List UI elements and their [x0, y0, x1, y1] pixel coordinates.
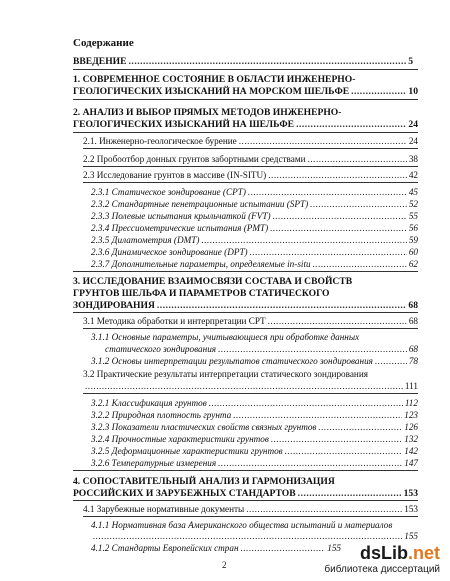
leader-dots: [201, 235, 406, 246]
toc-entry-page: 10: [408, 86, 418, 97]
toc-entry-3-2-1[interactable]: [91, 398, 418, 409]
toc-entry-page: 45: [408, 187, 418, 197]
toc-entry-chapter-3[interactable]: [73, 300, 418, 311]
toc-entry-page: 112: [404, 398, 418, 408]
watermark-subtitle: библиотека диссертаций: [324, 564, 440, 575]
toc-entry-page: 55: [408, 211, 418, 221]
leader-dots: [268, 170, 407, 181]
divider: [83, 166, 418, 167]
toc-entry-title: 3.2.6 Температурные измерения: [91, 458, 217, 468]
toc-entry-2-3-7[interactable]: [91, 259, 418, 270]
toc-entry-page: 147: [404, 458, 418, 468]
toc-entry-title: 2.3.4 Прессиометрические испытания (PMT): [91, 223, 269, 233]
toc-entry-page: 155: [404, 531, 418, 541]
leader-dots: [270, 223, 407, 234]
toc-entry-title: 3.2.3 Показатели пластических свойств связных грунтов: [91, 422, 317, 432]
divider: [73, 470, 418, 471]
toc-entry-page: 68: [408, 344, 418, 354]
watermark-logo-tld: .net: [407, 543, 440, 563]
toc-entry-title: 1. СОВРЕМЕННОЕ СОСТОЯНИЕ В ОБЛАСТИ ИНЖЕНЕРНО-: [73, 74, 356, 85]
toc-entry-page: 78: [408, 356, 418, 366]
toc-entry-intro[interactable]: [73, 56, 413, 67]
toc-entry-2-2[interactable]: [83, 154, 418, 165]
toc-entry-title: 3.2.2 Природная плотность грунта: [91, 410, 232, 420]
toc-entry-title: 4.1 Зарубежные нормативные документы: [83, 504, 245, 514]
toc-entry-page: 5: [408, 56, 413, 67]
leader-dots: [218, 458, 402, 469]
toc-entry-page: 68: [408, 316, 418, 326]
toc-entry-title: 2.3.1 Статическое зондирование (CPT): [91, 187, 246, 197]
toc-entry-2-3-1[interactable]: [91, 187, 418, 198]
leader-dots: [268, 316, 407, 327]
toc-entry-title: РОССИЙСКИХ И ЗАРУБЕЖНЫХ СТАНДАРТОВ: [73, 488, 296, 499]
toc-entry-3-2-2[interactable]: [91, 410, 418, 421]
toc-entry-title: 3.1.2 Основы интерпретации результатов статического зондирования: [91, 356, 373, 366]
toc-entry-4-1-2[interactable]: [91, 543, 341, 554]
toc-entry-2-1[interactable]: [83, 136, 418, 147]
leader-dots: [241, 543, 326, 554]
toc-entry-page: 155: [327, 543, 341, 553]
toc-entry-3-2[interactable]: [83, 381, 418, 392]
toc-entry-3-2-5[interactable]: [91, 446, 418, 457]
toc-entry-2-3-3[interactable]: [91, 211, 418, 222]
leader-dots: [157, 300, 407, 311]
leader-dots: [285, 446, 403, 457]
toc-entry-title: 3.2.1 Классификация грунтов: [91, 398, 207, 408]
toc-entry-title: 3.1 Методика обработки и интерпретации CPT: [83, 316, 266, 326]
leader-dots: [93, 531, 402, 542]
toc-entry-title: 3. ИССЛЕДОВАНИЕ ВЗАИМОСВЯЗИ СОСТАВА И СВОЙСТВ: [73, 276, 353, 287]
toc-entry-page: 24: [408, 136, 418, 146]
toc-entry-title: ГЕОЛОГИЧЕСКИХ ИЗЫСКАНИЙ НА МОРСКОМ ШЕЛЬФЕ: [73, 86, 350, 97]
leader-dots: [310, 199, 407, 210]
toc-entry-3-1-1-line1[interactable]: [91, 332, 359, 343]
toc-entry-2-3-4[interactable]: [91, 223, 418, 234]
toc-entry-3-2-line1[interactable]: [83, 369, 368, 380]
toc-entry-3-2-6[interactable]: [91, 458, 418, 469]
toc-entry-chapter-4[interactable]: [73, 488, 418, 499]
leader-dots: [129, 56, 407, 67]
toc-entry-title: ВВЕДЕНИЕ: [73, 56, 127, 67]
toc-entry-3-1-1[interactable]: [105, 344, 418, 355]
toc-entry-2-3-2[interactable]: [91, 199, 418, 210]
leader-dots: [209, 398, 403, 409]
toc-entry-title: ЗОНДИРОВАНИЯ: [73, 300, 155, 311]
divider: [73, 99, 418, 100]
toc-entry-title: 4.1.2 Стандарты Европейских стран: [91, 543, 239, 553]
toc-entry-page: 68: [408, 300, 418, 311]
toc-entry-title: 2.3.7 Дополнительные параметры, определяемые in-situ: [91, 259, 311, 269]
leader-dots: [318, 422, 402, 433]
divider: [83, 148, 418, 149]
leader-dots: [250, 247, 407, 258]
toc-entry-3-2-4[interactable]: [91, 434, 418, 445]
leader-dots: [218, 344, 407, 355]
toc-entry-3-1-2[interactable]: [91, 356, 418, 367]
leader-dots: [248, 187, 407, 198]
toc-entry-title: ГЕОЛОГИЧЕСКИХ ИЗЫСКАНИЙ НА ШЕЛЬФЕ: [73, 119, 295, 130]
toc-entry-page: 59: [408, 235, 418, 245]
toc-entry-3-1[interactable]: [83, 316, 418, 327]
toc-entry-title: 2.2 Пробоотбор донных грунтов забортными средствами: [83, 154, 306, 164]
toc-entry-chapter-4-line1[interactable]: [73, 476, 335, 487]
toc-entry-3-2-3[interactable]: [91, 422, 418, 433]
toc-entry-page: 24: [408, 119, 418, 130]
leader-dots: [375, 356, 407, 367]
page-number: 2: [222, 560, 227, 570]
leader-dots: [233, 410, 402, 421]
toc-entry-4-1-1-line1[interactable]: [91, 520, 392, 531]
toc-entry-page: 60: [408, 247, 418, 257]
toc-entry-2-3[interactable]: [83, 170, 418, 181]
leader-dots: [271, 434, 402, 445]
toc-entry-title: ГРУНТОВ ШЕЛЬФА И ПАРАМЕТРОВ СТАТИЧЕСКОГО: [73, 288, 330, 299]
toc-entry-page: 123: [404, 410, 418, 420]
toc-entry-4-1[interactable]: [83, 504, 418, 515]
toc-entry-page: 153: [404, 504, 418, 514]
toc-entry-page: 56: [408, 223, 418, 233]
toc-entry-page: 153: [403, 488, 418, 499]
leader-dots: [239, 136, 407, 147]
watermark-logo: [324, 543, 440, 564]
toc-entry-page: 126: [404, 422, 418, 432]
leader-dots: [296, 119, 406, 130]
toc-heading: Содержание: [73, 37, 134, 49]
toc-entry-title: 2.3 Исследование грунтов в массиве (IN-SITU): [83, 170, 267, 180]
toc-entry-title: 3.2 Практические результаты интерпретации статического зондирования: [83, 369, 368, 379]
divider: [83, 182, 418, 183]
leader-dots: [298, 488, 402, 499]
toc-entry-chapter-1[interactable]: [73, 86, 418, 97]
toc-entry-title: 4.1.1 Нормативная база Американского общества испытаний и материалов: [91, 520, 393, 530]
toc-entry-chapter-2-line1[interactable]: [73, 107, 341, 118]
watermark-logo-main: dsLib: [359, 543, 408, 563]
toc-entry-page: 38: [408, 154, 418, 164]
toc-entry-chapter-3-line2[interactable]: [73, 288, 329, 299]
divider: [83, 393, 418, 394]
divider: [73, 312, 418, 313]
leader-dots: [85, 381, 403, 392]
leader-dots: [313, 259, 407, 270]
toc-entry-page: 42: [408, 170, 418, 180]
toc-entry-title: 3.2.5 Деформационные характеристики грунтов: [91, 446, 283, 456]
toc-entry-title: 2.3.5 Дилатометрия (DMT): [91, 235, 200, 245]
toc-entry-title: 3.1.1 Основные параметры, учитывающиеся при обработке данных: [91, 332, 360, 342]
toc-entry-title: 3.2.4 Прочностные характеристики грунтов: [91, 434, 269, 444]
toc-entry-title: 2.1. Инженерно-геологическое бурение: [83, 136, 237, 146]
divider: [73, 69, 418, 70]
leader-dots: [273, 211, 407, 222]
toc-entry-page: 142: [404, 446, 418, 456]
leader-dots: [246, 504, 402, 515]
toc-entry-2-3-6[interactable]: [91, 247, 418, 258]
divider: [73, 500, 418, 501]
divider: [83, 516, 418, 517]
watermark: [324, 543, 440, 575]
toc-entry-title: 2.3.3 Полевые испытания крыльчаткой (FVT): [91, 211, 271, 221]
leader-dots: [308, 154, 407, 165]
toc-entry-2-3-5[interactable]: [91, 235, 418, 246]
toc-entry-page: 62: [408, 259, 418, 269]
toc-entry-chapter-3-line1[interactable]: [73, 276, 352, 287]
toc-entry-page: 52: [408, 199, 418, 209]
toc-entry-page: 111: [404, 381, 418, 391]
divider: [73, 132, 418, 133]
toc-entry-title: 2.3.2 Стандартные пенетрационные испытании (SPT): [91, 199, 309, 209]
divider: [73, 271, 418, 272]
divider: [83, 328, 418, 329]
toc-entry-4-1-1[interactable]: [91, 531, 418, 542]
leader-dots: [351, 86, 406, 97]
toc-entry-chapter-2[interactable]: [73, 119, 418, 130]
toc-entry-title: статического зондирования: [105, 344, 217, 354]
toc-entry-title: 2.3.6 Динамическое зондирование (DPT): [91, 247, 248, 257]
toc-entry-chapter-1-line1[interactable]: [73, 74, 355, 85]
toc-entry-title: 4. СОПОСТАВИТЕЛЬНЫЙ АНАЛИЗ И ГАРМОНИЗАЦИЯ: [73, 476, 335, 487]
toc-entry-page: 132: [404, 434, 418, 444]
toc-entry-title: 2. АНАЛИЗ И ВЫБОР ПРЯМЫХ МЕТОДОВ ИНЖЕНЕРНО-: [73, 107, 342, 118]
